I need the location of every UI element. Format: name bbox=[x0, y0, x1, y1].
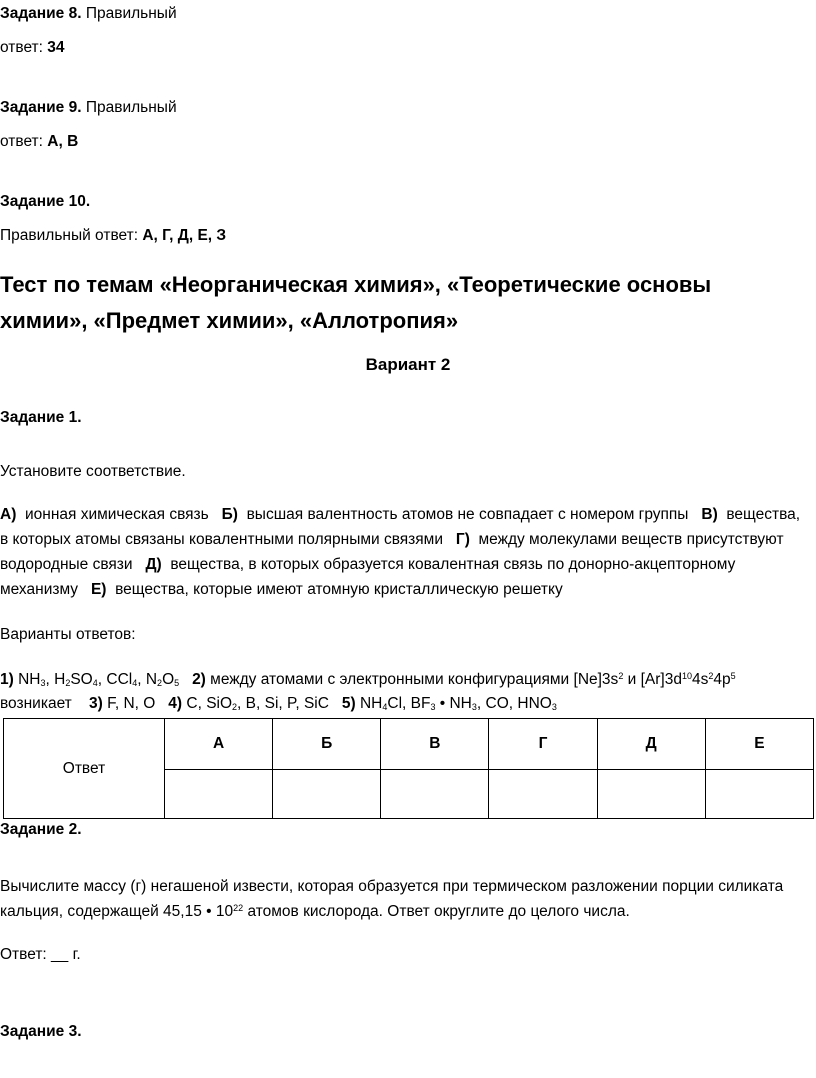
task-10-answer-line bbox=[0, 226, 226, 246]
question-1-label-text: Задание 1. bbox=[0, 409, 82, 426]
stmt-g-text-2: водородные связи bbox=[0, 556, 133, 573]
task-8-line bbox=[0, 4, 177, 24]
question-3-label bbox=[0, 1022, 82, 1042]
answer-row-label: Ответ bbox=[4, 719, 165, 819]
task-10-label: Задание 10. bbox=[0, 193, 91, 210]
stmt-e-key: Е) bbox=[90, 581, 107, 598]
question-2-text-1: Вычислите массу (г) негашеной извести, которая образуется при термическом разложении порции силиката bbox=[0, 878, 784, 895]
question-2-answer-line: Ответ: __ г. bbox=[0, 946, 81, 963]
header-v: В bbox=[381, 719, 489, 770]
option-2-key: 2) bbox=[192, 671, 206, 688]
stmt-d-text-2: механизму bbox=[0, 581, 79, 598]
option-2-text: между атомами с электронными конфигурациями bbox=[210, 671, 570, 688]
answer-cell-b[interactable] bbox=[273, 770, 381, 819]
question-2-label-text: Задание 2. bbox=[0, 821, 82, 838]
stmt-g-key: Г) bbox=[455, 531, 470, 548]
task-9-answer-line bbox=[0, 132, 78, 152]
answer-cell-e[interactable] bbox=[705, 770, 813, 819]
options-line-1: 1) $NH_3$, $H_2SO_4$, CCl$_4$, $N_2O_5$ 2) между атомами с электронными конфигурациями $[Ne]3s^2$ и $[Ar]3d^{10}4s^24p^5$ bbox=[0, 671, 736, 688]
stmt-g-text-1: между молекулами веществ присутствуют bbox=[478, 531, 784, 548]
stmt-d-text-1: вещества, в которых образуется ковалентная связь по донорно-акцепторному bbox=[170, 556, 736, 573]
options-line-2: возникает 3) F, N, O 4) C, SiO$_2$, B, Si, P, SiC 5) $NH_4Cl$, $BF_3$ • $NH_3$, CO, $HNO_3$ bbox=[0, 695, 557, 712]
task-9-answer-prefix: ответ: bbox=[0, 133, 48, 150]
task-8-answer-line bbox=[0, 38, 65, 58]
option-3-text: F, N, O bbox=[107, 695, 156, 712]
question-2-text-2a: кальция, содержащей 45,15 • 10 bbox=[0, 903, 234, 920]
statements-line-4 bbox=[0, 580, 563, 600]
statements-line-3 bbox=[0, 555, 735, 575]
answer-cell-d[interactable] bbox=[597, 770, 705, 819]
task-10-answer: А, Г, Д, Е, З bbox=[142, 227, 227, 244]
stmt-b-key: Б) bbox=[221, 506, 238, 523]
question-2-text-2b: атомов кислорода. Ответ округлите до целого числа. bbox=[243, 903, 630, 920]
header-b: Б bbox=[273, 719, 381, 770]
question-2-exponent: 22 bbox=[233, 903, 244, 913]
answer-cell-a[interactable] bbox=[165, 770, 273, 819]
task-10-line bbox=[0, 192, 90, 212]
answer-cell-v[interactable] bbox=[381, 770, 489, 819]
question-2-label bbox=[0, 820, 82, 840]
header-d: Д bbox=[597, 719, 705, 770]
options-label: Варианты ответов: bbox=[0, 626, 136, 643]
option-2-and: и bbox=[627, 671, 637, 688]
task-9-line bbox=[0, 98, 177, 118]
stmt-v-text-1: вещества, bbox=[726, 506, 801, 523]
question-1-label bbox=[0, 408, 82, 428]
stmt-d-key: Д) bbox=[145, 556, 162, 573]
stmt-b-text: высшая валентность атомов не совпадает с номером группы bbox=[246, 506, 689, 523]
test-title-line-1: Тест по темам «Неорганическая химия», «Теоретические основы bbox=[0, 272, 712, 297]
header-a: А bbox=[165, 719, 273, 770]
question-3-label-text: Задание 3. bbox=[0, 1023, 82, 1040]
task-9-text: Правильный bbox=[81, 99, 177, 116]
option-2-tail: возникает bbox=[0, 695, 72, 712]
task-8-answer-prefix: ответ: bbox=[0, 39, 48, 56]
stmt-a-key: А) bbox=[0, 506, 17, 523]
task-9-label: Задание 9. bbox=[0, 99, 82, 116]
variant-title: Вариант 2 bbox=[365, 355, 451, 374]
statements-line-2 bbox=[0, 530, 784, 550]
stmt-v-key: В) bbox=[701, 506, 718, 523]
task-9-answer: А, В bbox=[47, 133, 79, 150]
statements-line-1 bbox=[0, 505, 816, 525]
stmt-e-text: вещества, которые имеют атомную кристаллическую решетку bbox=[115, 581, 563, 598]
header-e: Е bbox=[705, 719, 813, 770]
task-10-answer-prefix: Правильный ответ: bbox=[0, 227, 143, 244]
option-1-key: 1) bbox=[0, 671, 14, 688]
option-4-key: 4) bbox=[168, 695, 183, 712]
stmt-v-text-2: в которых атомы связаны ковалентными полярными связями bbox=[0, 531, 443, 548]
question-1-instruction: Установите соответствие. bbox=[0, 463, 186, 480]
task-8-answer: 34 bbox=[47, 39, 65, 56]
task-8-text: Правильный bbox=[81, 5, 177, 22]
answer-cell-g[interactable] bbox=[489, 770, 597, 819]
answer-table bbox=[3, 718, 814, 819]
option-5-key: 5) bbox=[341, 695, 356, 712]
stmt-a-text: ионная химическая связь bbox=[24, 506, 209, 523]
task-8-label: Задание 8. bbox=[0, 5, 82, 22]
question-2-text-2 bbox=[0, 902, 630, 922]
table-header-row bbox=[4, 719, 814, 770]
option-3-key: 3) bbox=[89, 695, 103, 712]
test-title-line-2: химии», «Предмет химии», «Аллотропия» bbox=[0, 308, 459, 333]
header-g: Г bbox=[489, 719, 597, 770]
